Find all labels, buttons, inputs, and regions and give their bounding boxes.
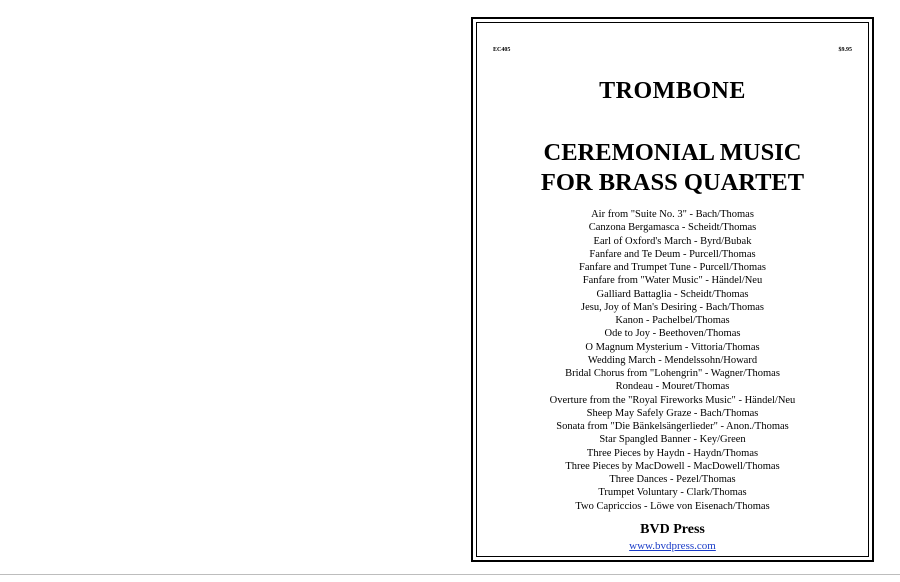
piece-item: Galliard Battaglia - Scheidt/Thomas [596, 288, 749, 300]
collection-title-line-1: CEREMONIAL MUSIC [543, 139, 802, 166]
piece-item: Trumpet Voluntary - Clark/Thomas [598, 487, 747, 499]
collection-title-line-2: FOR BRASS QUARTET [540, 169, 805, 196]
piece-item: Overture from the "Royal Fireworks Music" - Händel/Neu [549, 394, 796, 406]
catalog-number: EC405 [493, 47, 511, 53]
collection-title [473, 138, 872, 198]
piece-item: Three Pieces by Haydn - Haydn/Thomas [586, 447, 759, 459]
piece-item: Fanfare and Te Deum - Purcell/Thomas [589, 248, 756, 260]
piece-item: Three Dances - Pezel/Thomas [609, 474, 736, 485]
piece-item: Two Capriccios - Löwe von Eisenach/Thomas [575, 500, 770, 512]
publisher-name: BVD Press [640, 522, 705, 537]
piece-item: Kanon - Pachelbel/Thomas [615, 315, 730, 326]
piece-item: Three Pieces by MacDowell - MacDowell/Thomas [565, 460, 780, 472]
piece-item: Ode to Joy - Beethoven/Thomas [604, 328, 741, 340]
piece-item: Canzona Bergamasca - Scheidt/Thomas [588, 222, 757, 234]
publisher-website-link[interactable]: www.bvdpress.com [629, 540, 716, 552]
piece-item: Rondeau - Mouret/Thomas [615, 381, 730, 393]
piece-item: Earl of Oxford's March - Byrd/Bubak [593, 235, 752, 247]
piece-item: Fanfare and Trumpet Tune - Purcell/Thomas [579, 262, 766, 273]
piece-item: Fanfare from "Water Music" - Händel/Neu [582, 275, 763, 287]
piece-item: Bridal Chorus from "Lohengrin" - Wagner/Thomas [565, 368, 780, 379]
piece-item: Wedding March - Mendelssohn/Howard [587, 354, 758, 366]
bottom-divider [0, 574, 900, 575]
instrument-title: TROMBONE [599, 78, 746, 104]
price: $9.95 [838, 47, 852, 53]
sheet-music-cover [471, 17, 874, 562]
piece-item: Star Spangled Banner - Key/Green [599, 434, 746, 446]
piece-item: O Magnum Mysterium - Vittoria/Thomas [585, 341, 760, 353]
piece-item: Sonata from "Die Bänkelsängerlieder" - Anon./Thomas [556, 421, 789, 432]
piece-item: Jesu, Joy of Man's Desiring - Bach/Thomas [581, 301, 764, 313]
piece-item: Air from "Suite No. 3" - Bach/Thomas [591, 209, 754, 220]
piece-list [473, 208, 872, 513]
piece-item: Sheep May Safely Graze - Bach/Thomas [586, 407, 759, 419]
